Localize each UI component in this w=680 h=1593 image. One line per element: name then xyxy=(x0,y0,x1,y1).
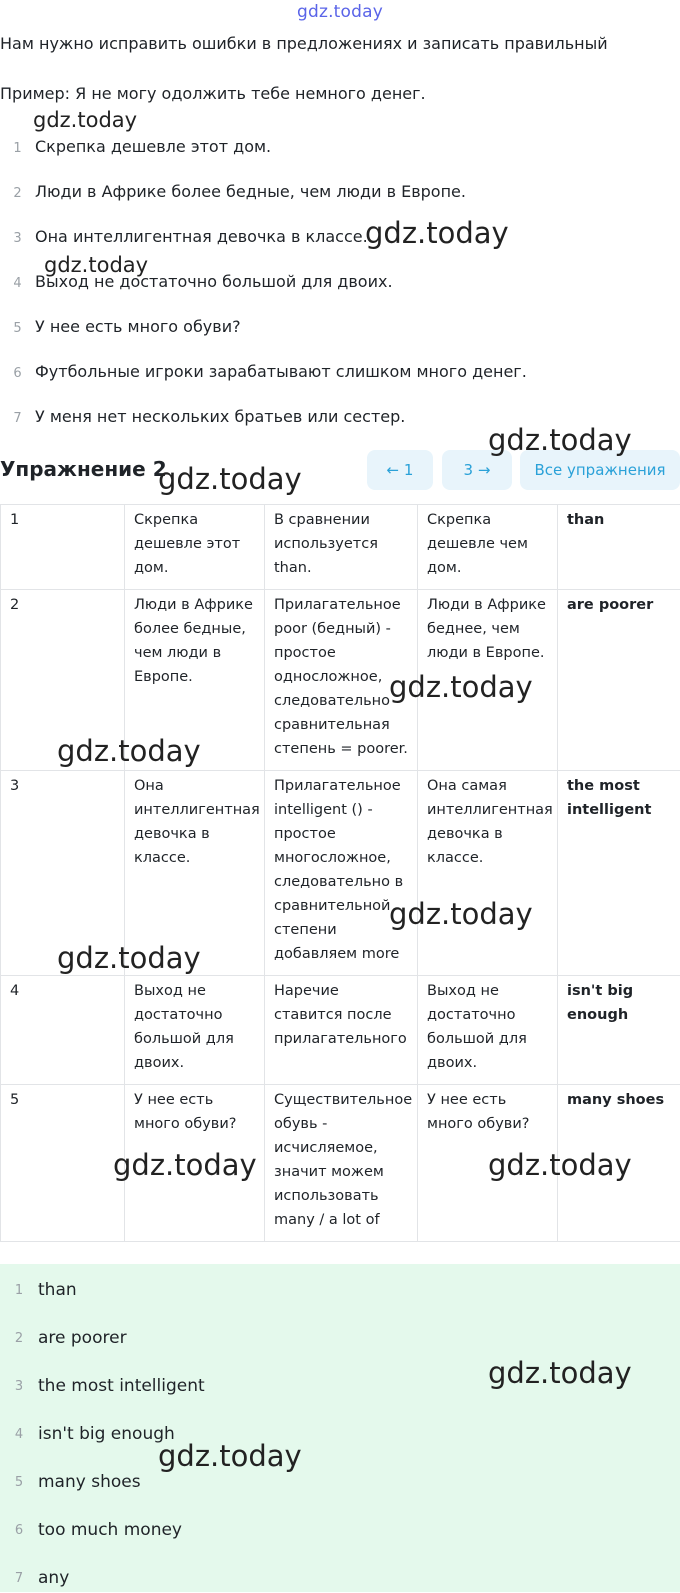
table-cell: 2 xyxy=(1,590,125,771)
answer-number: 2 xyxy=(0,1331,38,1346)
watermark: gdz.today xyxy=(488,1149,632,1181)
item-number: 2 xyxy=(0,182,35,204)
table-row xyxy=(1,505,680,590)
item-text: Футбольные игроки зарабатывают слишком много денег. xyxy=(35,362,527,382)
table-cell: Прилагательное intelligent () - простое многосложное, следовательно в сравнительной степени добавляем more xyxy=(265,771,418,976)
answer-text: too much money xyxy=(38,1520,182,1540)
table-cell: Люди в Африке более бедные, чем люди в Европе. xyxy=(125,590,265,771)
answer-number: 4 xyxy=(0,1427,38,1442)
item-text: Выход не достаточно большой для двоих. xyxy=(35,272,393,292)
task-instruction: Нам нужно исправить ошибки в предложениях и записать правильный xyxy=(0,34,608,54)
table-cell-answer: isn't big enough xyxy=(558,976,680,1085)
table-cell: 4 xyxy=(1,976,125,1085)
table-cell: Люди в Африке беднее, чем люди в Европе. xyxy=(418,590,558,771)
watermark: gdz.today xyxy=(365,217,509,249)
table-cell-answer: are poorer xyxy=(558,590,680,771)
answer-item xyxy=(0,1323,680,1353)
watermark: gdz.today xyxy=(33,108,137,132)
table-cell: 3 xyxy=(1,771,125,976)
answer-item xyxy=(0,1467,680,1497)
answer-text: than xyxy=(38,1280,77,1300)
answer-item xyxy=(0,1563,680,1593)
site-watermark-header: gdz.today xyxy=(0,2,680,22)
table-cell: Скрепка дешевле чем дом. xyxy=(418,505,558,590)
item-number: 5 xyxy=(0,317,35,339)
answer-item xyxy=(0,1419,680,1449)
item-number: 1 xyxy=(0,137,35,159)
table-cell-answer: many shoes xyxy=(558,1085,680,1242)
item-text: Она интеллигентная девочка в классе. xyxy=(35,227,368,247)
table-cell: Выход не достаточно большой для двоих. xyxy=(418,976,558,1085)
answer-list xyxy=(0,1264,680,1592)
watermark: gdz.today xyxy=(57,735,201,767)
watermark: gdz.today xyxy=(158,463,302,495)
answer-text: the most intelligent xyxy=(38,1376,205,1396)
table-cell: 1 xyxy=(1,505,125,590)
exercise-title: Упражнение 2 xyxy=(0,456,167,482)
all-exercises-button[interactable]: Все упражнения xyxy=(520,450,680,490)
watermark: gdz.today xyxy=(488,1357,632,1389)
answer-item xyxy=(0,1515,680,1545)
table-row xyxy=(1,976,680,1085)
item-text: У нее есть много обуви? xyxy=(35,317,241,337)
prev-exercise-button[interactable]: ← 1 xyxy=(367,450,433,490)
table-cell: Прилагательное poor (бедный) - простое односложное, следовательно сравнительная степень = poorer. xyxy=(265,590,418,771)
watermark: gdz.today xyxy=(389,898,533,930)
list-item xyxy=(0,362,680,407)
answer-number: 5 xyxy=(0,1475,38,1490)
table-cell: 5 xyxy=(1,1085,125,1242)
watermark: gdz.today xyxy=(44,253,148,277)
task-example: Пример: Я не могу одолжить тебе немного денег. xyxy=(0,84,426,104)
watermark: gdz.today xyxy=(113,1149,257,1181)
watermark: gdz.today xyxy=(158,1440,302,1472)
table-cell: Она интеллигентная девочка в классе. xyxy=(125,771,265,976)
next-exercise-button[interactable]: 3 → xyxy=(442,450,512,490)
item-text: Скрепка дешевле этот дом. xyxy=(35,137,271,157)
table-cell-answer: than xyxy=(558,505,680,590)
table-cell: В сравнении используется than. xyxy=(265,505,418,590)
answer-item xyxy=(0,1275,680,1305)
list-item xyxy=(0,182,680,227)
watermark: gdz.today xyxy=(389,671,533,703)
table-cell: У нее есть много обуви? xyxy=(125,1085,265,1242)
table-cell: У нее есть много обуви? xyxy=(418,1085,558,1242)
solution-table xyxy=(0,504,680,1242)
item-text: Люди в Африке более бедные, чем люди в Европе. xyxy=(35,182,466,202)
table-cell-answer: the most intelligent xyxy=(558,771,680,976)
item-number: 3 xyxy=(0,227,35,249)
table-cell: Она самая интеллигентная девочка в классе. xyxy=(418,771,558,976)
table-cell: Наречие ставится после прилагательного xyxy=(265,976,418,1085)
watermark: gdz.today xyxy=(488,424,632,456)
task-sentence-list xyxy=(0,137,680,452)
table-cell: Существительное обувь - исчисляемое, значит можем использовать many / a lot of xyxy=(265,1085,418,1242)
list-item xyxy=(0,137,680,182)
answer-number: 3 xyxy=(0,1379,38,1394)
answer-text: are poorer xyxy=(38,1328,127,1348)
answer-text: many shoes xyxy=(38,1472,141,1492)
answer-number: 6 xyxy=(0,1523,38,1538)
answer-number: 7 xyxy=(0,1571,38,1586)
item-number: 4 xyxy=(0,272,35,294)
answer-text: isn't big enough xyxy=(38,1424,175,1444)
table-cell: Выход не достаточно большой для двоих. xyxy=(125,976,265,1085)
watermark: gdz.today xyxy=(57,942,201,974)
table-cell: Скрепка дешевле этот дом. xyxy=(125,505,265,590)
list-item xyxy=(0,317,680,362)
item-text: У меня нет нескольких братьев или сестер. xyxy=(35,407,405,427)
answer-number: 1 xyxy=(0,1283,38,1298)
item-number: 6 xyxy=(0,362,35,384)
item-number: 7 xyxy=(0,407,35,429)
list-item xyxy=(0,272,680,317)
answer-text: any xyxy=(38,1568,69,1588)
